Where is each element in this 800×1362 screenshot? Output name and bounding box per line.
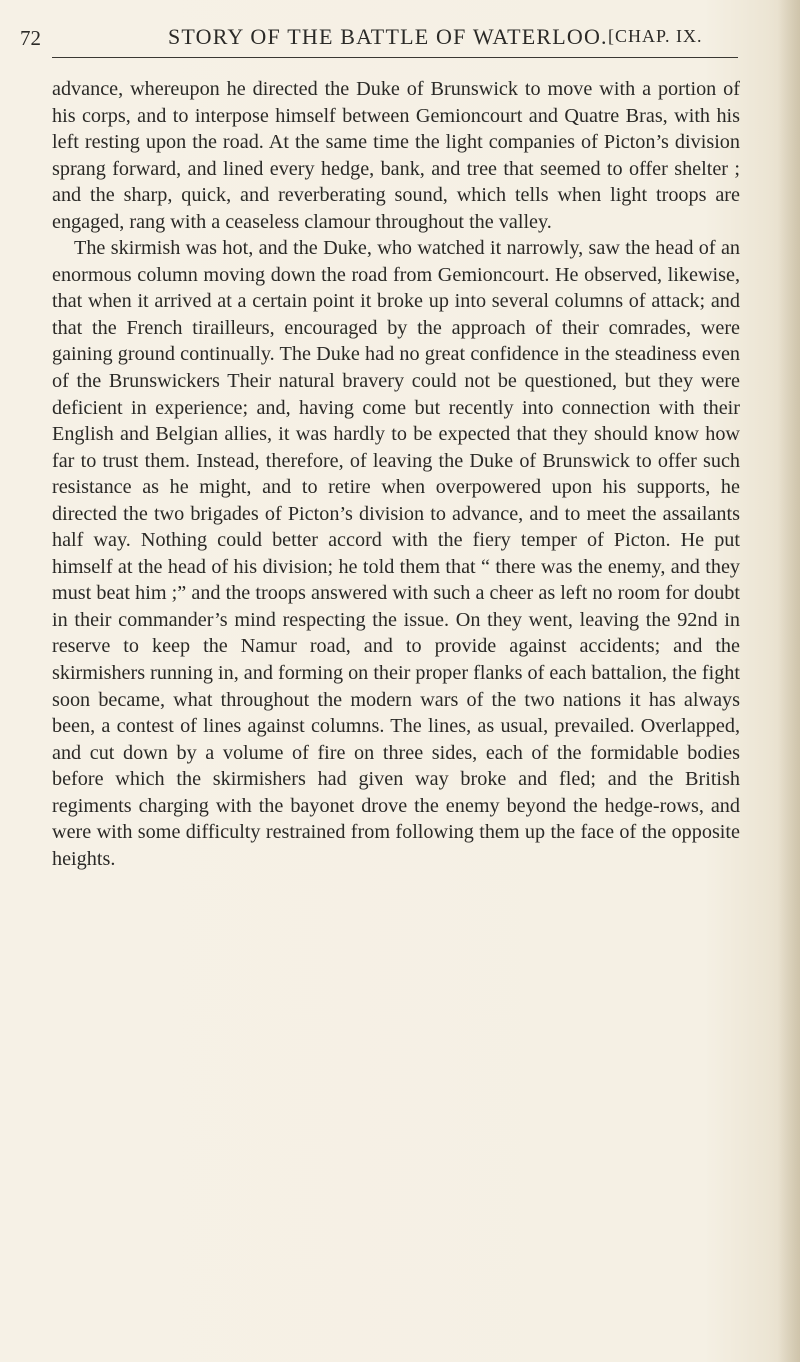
- chapter-reference: [CHAP. IX.: [608, 26, 703, 46]
- body-text: [52, 76, 740, 872]
- page-header: [20, 20, 780, 60]
- running-title: STORY OF THE BATTLE OF WATERLOO.: [168, 24, 608, 49]
- page-edge-shadow: [778, 0, 800, 1362]
- paragraph-skirmish: The skirmish was hot, and the Duke, who watched it narrowly, saw the head of an enormous column moving down the road from Gemioncourt. He observed, likewise, that when it arrived at a certain point it broke up into several columns of attack; and that the French tirailleurs, encouraged by the approach of their comrades, were gaining ground continually. The Duke had no great confidence in the steadiness even of the Brunswickers Their natural bravery could not be questioned, but they were deficient in experience; and, having come but recently into connection with their English and Belgian allies, it was hardly to be expected that they should know how far to trust them. Instead, therefore, of leaving the Duke of Brunswick to offer such resistance as he might, and to retire when overpowered upon his supports, he directed the two brigades of Picton’s division to advance, and to meet the assailants half way. Nothing could better accord with the fiery temper of Picton. He put himself at the head of his division; he told them that “ there was the enemy, and they must beat him ;” and the troops answered with such a cheer as left no room for doubt in their commander’s mind respecting the issue. On they went, leaving the 92nd in reserve to keep the Namur road, and to provide against accidents; and the skirmishers running in, and forming on their proper flanks of each battalion, the fight soon became, what throughout the modern wars of the two nations it has always been, a contest of lines against columns. The lines, as usual, prevailed. Overlapped, and cut down by a volume of fire on three sides, each of the formidable bodies before which the skirmishers had given way broke and fled; and the British regiments charging with the bayonet drove the enemy beyond the hedge-rows, and were with some difficulty restrained from following them up the face of the opposite heights.: [52, 237, 740, 870]
- paragraph-continued: advance, whereupon he directed the Duke of Brunswick to move with a portion of his corps, and to interpose himself between Gemioncourt and Quatre Bras, with his left resting upon the road. At the same time the light companies of Picton’s division sprang forward, and lined every hedge, bank, and tree that seemed to offer shelter ; and the sharp, quick, and reverberating sound, which tells when light troops are engaged, rang with a ceaseless clamour throughout the valley.: [52, 78, 740, 233]
- page-number: 72: [20, 26, 41, 50]
- header-rule: [52, 57, 738, 58]
